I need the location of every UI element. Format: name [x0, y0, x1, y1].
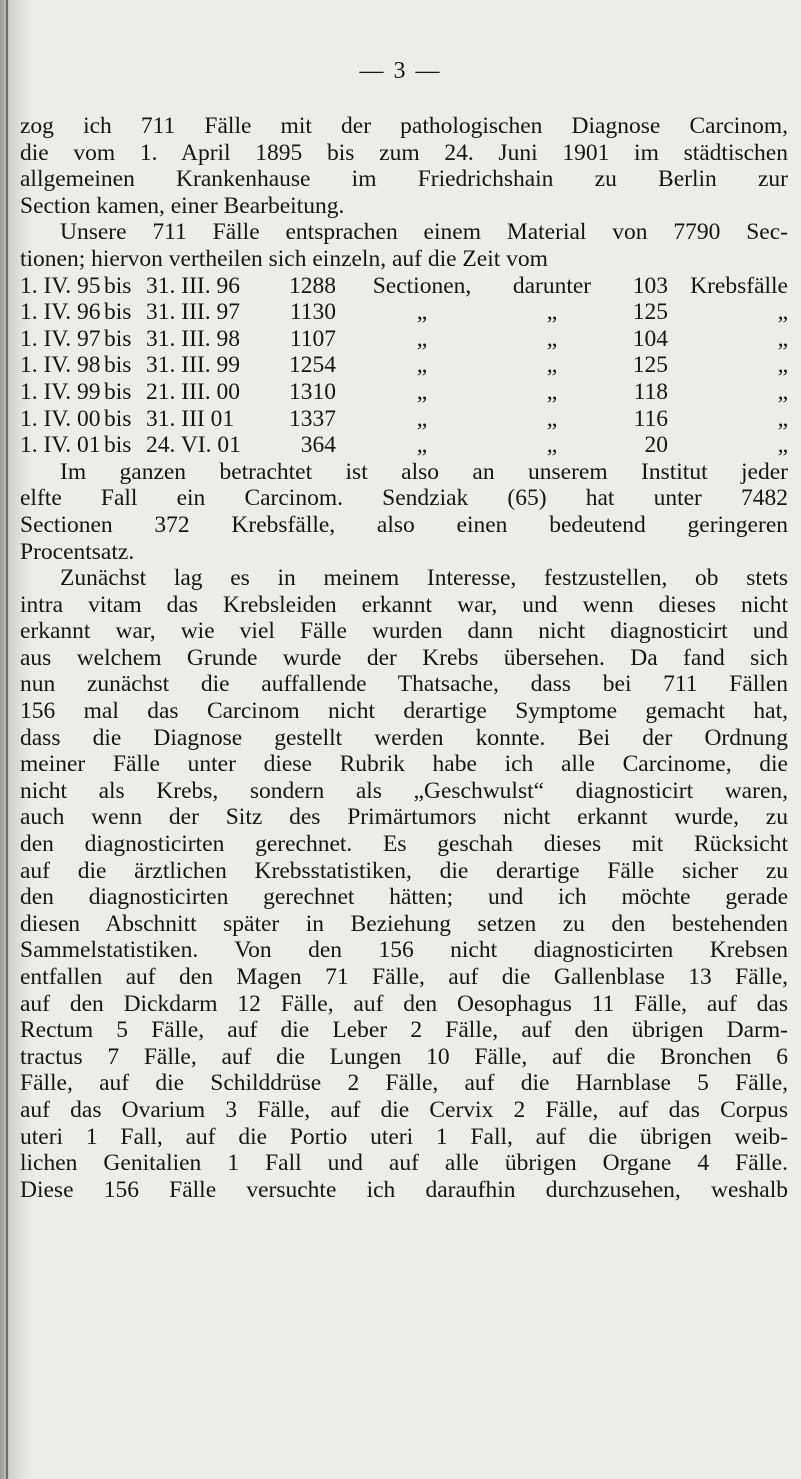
text-line: Im ganzen betrachtet ist also an unserem Institut jeder — [60, 458, 788, 485]
table-cell-sections-label: „ — [416, 405, 428, 432]
table-cell-sections-label: „ — [416, 352, 428, 379]
text-line: lichen Genitalien 1 Fall und auf alle übrigen Organe 4 Fälle. — [20, 1150, 788, 1177]
table-cell-sections-label: „ — [416, 432, 428, 459]
table-cell-sections: 1288 — [289, 272, 336, 299]
table-cell-sections: 1254 — [289, 352, 336, 379]
text-line: uteri 1 Fall, auf die Portio uteri 1 Fall, auf die übrigen weib- — [20, 1123, 788, 1150]
table-cell-krebs-label: „ — [777, 299, 788, 326]
table-cell-from: 1. IV. 95 — [20, 272, 101, 299]
table-cell-from: 1. IV. 00 — [20, 405, 101, 432]
page-number: — 3 — — [359, 58, 442, 84]
table-row — [20, 379, 788, 406]
table-cell-darunter: „ — [546, 405, 558, 432]
table-cell-darunter: „ — [546, 325, 558, 352]
body-text — [20, 113, 788, 1203]
table-row — [20, 432, 788, 459]
table-cell-to: 31. III. 96 — [146, 272, 240, 299]
table-row — [20, 273, 788, 300]
table-cell-from: 1. IV. 97 — [20, 325, 101, 352]
table-cell-bis: bis — [104, 299, 132, 326]
text-line: Rectum 5 Fälle, auf die Leber 2 Fälle, auf den übrigen Darm- — [20, 1017, 788, 1044]
text-line: auf das Ovarium 3 Fälle, auf die Cervix 2 Fälle, auf das Corpus — [20, 1096, 788, 1123]
text-line: Zunächst lag es in meinem Interesse, festzustellen, ob stets — [60, 565, 788, 592]
table-row — [20, 326, 788, 353]
text-line: auf die ärztlichen Krebsstatistiken, die derartige Fälle sicher zu — [20, 857, 788, 884]
table-cell-sections: 364 — [300, 432, 336, 459]
paragraph-4 — [20, 565, 788, 1203]
table-cell-sections-label: Sectionen, — [372, 272, 472, 299]
table-cell-krebs-label: „ — [777, 432, 788, 459]
text-line: aus welchem Grunde wurde der Krebs übersehen. Da fand sich — [20, 644, 788, 671]
table-cell-sections: 1107 — [289, 325, 336, 352]
table-cell-to: 31. III 01 — [146, 405, 235, 432]
text-line: zog ich 711 Fälle mit der pathologischen Diagnose Carcinom, — [20, 113, 788, 139]
text-line: den diagnosticirten gerechnet hätten; und ich möchte gerade — [20, 884, 788, 911]
table-cell-sections-label: „ — [416, 378, 428, 405]
table-cell-sections-label: „ — [416, 325, 428, 352]
paragraph-1 — [20, 113, 788, 219]
table-cell-krebs-label: „ — [777, 405, 788, 432]
table-cell-bis: bis — [104, 405, 132, 432]
table-cell-from: 1. IV. 01 — [20, 432, 101, 459]
text-line: tionen; hiervon vertheilen sich einzeln, auf die Zeit vom — [20, 245, 548, 272]
text-line: nun zunächst die auffallende Thatsache, dass bei 711 Fällen — [20, 671, 788, 698]
table-cell-bis: bis — [104, 352, 132, 379]
table-cell-bis: bis — [104, 432, 132, 459]
text-line: Section kamen, einer Bearbeitung. — [20, 192, 345, 219]
text-line: intra vitam das Krebsleiden erkannt war, und wenn dieses nicht — [20, 591, 788, 618]
table-cell-krebs: 118 — [633, 378, 668, 405]
text-line: den diagnosticirten gerechnet. Es geschah dieses mit Rücksicht — [20, 831, 788, 858]
table-cell-bis: bis — [104, 325, 132, 352]
table-cell-krebs-label: „ — [777, 378, 788, 405]
table-cell-darunter: „ — [546, 352, 558, 379]
table-cell-krebs: 103 — [632, 272, 668, 299]
text-line: meiner Fälle unter diese Rubrik habe ich alle Carcinome, die — [20, 751, 788, 778]
table-cell-from: 1. IV. 98 — [20, 352, 101, 379]
table-row — [20, 406, 788, 433]
table-row — [20, 352, 788, 379]
table-cell-to: 21. III. 00 — [146, 378, 240, 405]
paragraph-3 — [20, 459, 788, 565]
table-cell-sections: 1337 — [289, 405, 336, 432]
text-line: elfte Fall ein Carcinom. Sendziak (65) hat unter 7482 — [20, 485, 788, 512]
table-cell-to: 31. III. 99 — [146, 352, 240, 379]
text-line: Diese 156 Fälle versuchte ich daraufhin durchzusehen, weshalb — [20, 1176, 788, 1203]
table-cell-krebs-label: „ — [777, 325, 788, 352]
table-cell-darunter: darunter — [512, 272, 592, 299]
text-line: erkannt war, wie viel Fälle wurden dann nicht diagnosticirt und — [20, 618, 788, 645]
table-cell-to: 31. III. 97 — [146, 299, 240, 326]
table-cell-sections: 1310 — [289, 378, 336, 405]
text-line: die vom 1. April 1895 bis zum 24. Juni 1901 im städtischen — [20, 139, 788, 166]
text-line: Unsere 711 Fälle entsprachen einem Material von 7790 Sec- — [60, 219, 788, 246]
table-cell-from: 1. IV. 99 — [20, 378, 101, 405]
table-cell-to: 31. III. 98 — [146, 325, 240, 352]
table-cell-to: 24. VI. 01 — [146, 432, 241, 459]
table-cell-krebs: 20 — [644, 432, 668, 459]
text-line: allgemeinen Krankenhause im Friedrichshain zu Berlin zur — [20, 166, 788, 193]
table-cell-darunter: „ — [546, 299, 558, 326]
table-cell-darunter: „ — [546, 378, 558, 405]
text-line: auf den Dickdarm 12 Fälle, auf den Oesophagus 11 Fälle, auf das — [20, 990, 788, 1017]
binding-edge-line — [6, 0, 8, 1479]
text-line: entfallen auf den Magen 71 Fälle, auf die Gallenblase 13 Fälle, — [20, 964, 788, 990]
text-line: Sectionen 372 Krebsfälle, also einen bedeutend geringeren — [20, 511, 788, 538]
text-line: 156 mal das Carcinom nicht derartige Symptome gemacht hat, — [20, 698, 788, 725]
table-cell-sections: 1130 — [289, 299, 336, 326]
table-row — [20, 299, 788, 326]
text-line: tractus 7 Fälle, auf die Lungen 10 Fälle, auf die Bronchen 6 — [20, 1043, 788, 1070]
table-cell-krebs: 104 — [632, 325, 668, 352]
paragraph-2 — [20, 219, 788, 272]
text-line: diesen Abschnitt später in Beziehung setzen zu den bestehenden — [20, 910, 788, 937]
table-cell-krebs: 125 — [632, 299, 668, 326]
text-line: Fälle, auf die Schilddrüse 2 Fälle, auf die Harnblase 5 Fälle, — [20, 1070, 788, 1097]
table-cell-bis: bis — [104, 378, 132, 405]
text-line: Sammelstatistiken. Von den 156 nicht diagnosticirten Krebsen — [20, 937, 788, 964]
table-cell-krebs: 125 — [632, 352, 668, 379]
text-line: nicht als Krebs, sondern als „Geschwulst“ diagnosticirt waren, — [20, 777, 788, 804]
table-cell-krebs: 116 — [633, 405, 668, 432]
text-line: auch wenn der Sitz des Primärtumors nicht erkannt wurde, zu — [20, 804, 788, 831]
table-cell-krebs-label: Krebsfälle — [690, 272, 788, 299]
text-line: Procentsatz. — [20, 538, 135, 565]
table-cell-krebs-label: „ — [777, 352, 788, 379]
text-line: dass die Diagnose gestellt werden konnte. Bei der Ordnung — [20, 724, 788, 751]
section-statistics-table — [20, 273, 788, 459]
table-cell-darunter: „ — [546, 432, 558, 459]
table-cell-sections-label: „ — [416, 299, 428, 326]
table-cell-from: 1. IV. 96 — [20, 299, 101, 326]
table-cell-bis: bis — [104, 272, 132, 299]
